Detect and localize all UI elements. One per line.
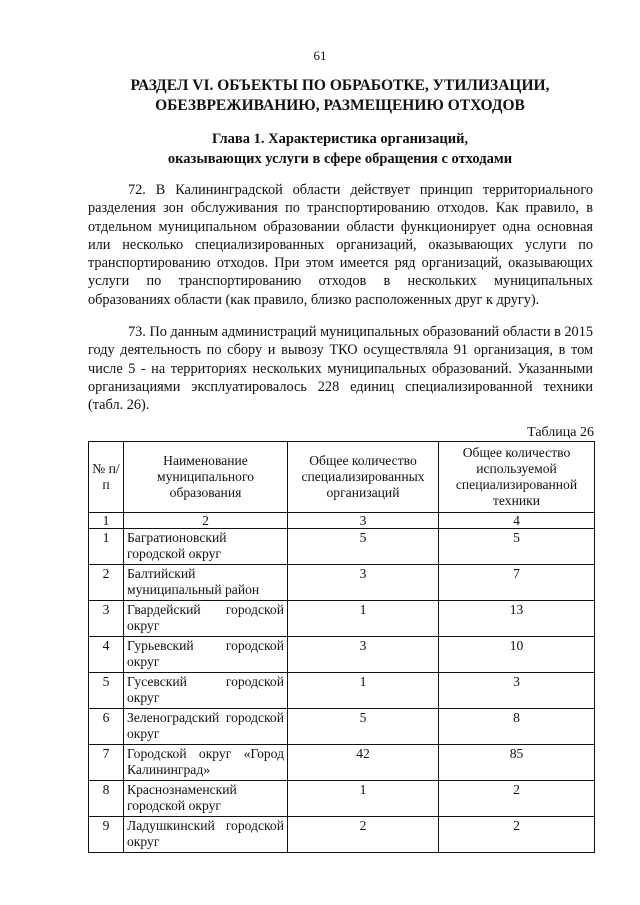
municipality-name: Зеленоградский городской округ bbox=[124, 709, 288, 745]
organizations-count: 1 bbox=[288, 781, 439, 817]
organizations-count: 3 bbox=[288, 565, 439, 601]
column-number: 1 bbox=[89, 513, 124, 529]
paragraph-72: 72. В Калининградской области действует принцип территориального разделения зон обслуживания по транспортированию отходов. Как правило, в отдельном муниципальном образовании области функционирует одна основная или несколько специализированных организаций, оказывающих услуги по транспортированию отходов. При этом имеется ряд организаций, оказывающих услуги по транспортированию отходов в нескольких муниципальных образованиях области (как правило, близко расположенных друг к другу). bbox=[88, 182, 593, 308]
row-number: 2 bbox=[89, 565, 124, 601]
header-orgs: Общее количество специализированных организаций bbox=[288, 442, 439, 513]
row-number: 1 bbox=[89, 529, 124, 565]
row-number: 6 bbox=[89, 709, 124, 745]
waste-organizations-table bbox=[88, 441, 595, 853]
table-body bbox=[89, 513, 595, 853]
paragraph-73: 73. По данным администраций муниципальных образований области в 2015 году деятельность по сбору и вывозу ТКО осуществляла 91 организация, в том числе 5 - на территориях нескольких муниципальных образований. Указанными организациями эксплуатировалось 228 единиц специализированной техники (табл. 26). bbox=[88, 324, 593, 414]
municipality-name: Гусевский городской округ bbox=[124, 673, 288, 709]
chapter-title bbox=[60, 129, 620, 169]
row-number: 7 bbox=[89, 745, 124, 781]
table-caption: Таблица 26 bbox=[527, 425, 594, 440]
municipality-name: Гурьевский городской округ bbox=[124, 637, 288, 673]
organizations-count: 1 bbox=[288, 673, 439, 709]
row-number: 3 bbox=[89, 601, 124, 637]
table-row bbox=[89, 673, 595, 709]
municipality-name: Краснознаменский городской округ bbox=[124, 781, 288, 817]
equipment-count: 3 bbox=[439, 673, 595, 709]
equipment-count: 2 bbox=[439, 781, 595, 817]
column-number: 3 bbox=[288, 513, 439, 529]
table-row bbox=[89, 745, 595, 781]
section-title bbox=[60, 76, 620, 116]
page-number: 61 bbox=[313, 48, 327, 63]
equipment-count: 5 bbox=[439, 529, 595, 565]
organizations-count: 5 bbox=[288, 709, 439, 745]
header-equip: Общее количество используемой специализированной техники bbox=[439, 442, 595, 513]
header-num: № п/п bbox=[89, 442, 124, 513]
municipality-name: Городской округ «Город Калининград» bbox=[124, 745, 288, 781]
column-number: 2 bbox=[124, 513, 288, 529]
municipality-name: Ладушкинский городской округ bbox=[124, 817, 288, 853]
table-row bbox=[89, 565, 595, 601]
organizations-count: 42 bbox=[288, 745, 439, 781]
organizations-count: 1 bbox=[288, 601, 439, 637]
header-name: Наименование муниципального образования bbox=[124, 442, 288, 513]
table-header-row bbox=[89, 442, 595, 513]
table-row bbox=[89, 709, 595, 745]
row-number: 8 bbox=[89, 781, 124, 817]
column-number-row bbox=[89, 513, 595, 529]
chapter-title-line-2: оказывающих услуги в сфере обращения с отходами bbox=[167, 151, 513, 167]
organizations-count: 5 bbox=[288, 529, 439, 565]
municipality-name: Балтийский муниципальный район bbox=[124, 565, 288, 601]
organizations-count: 2 bbox=[288, 817, 439, 853]
table-row bbox=[89, 601, 595, 637]
table-row bbox=[89, 817, 595, 853]
municipality-name: Гвардейский городской округ bbox=[124, 601, 288, 637]
chapter-title-line-1: Глава 1. Характеристика организаций, bbox=[211, 131, 469, 147]
table-row bbox=[89, 529, 595, 565]
municipality-name: Багратионовский городской округ bbox=[124, 529, 288, 565]
equipment-count: 2 bbox=[439, 817, 595, 853]
section-title-line-2: ОБЕЗВРЕЖИВАНИЮ, РАЗМЕЩЕНИЮ ОТХОДОВ bbox=[155, 97, 525, 114]
equipment-count: 10 bbox=[439, 637, 595, 673]
table-row bbox=[89, 781, 595, 817]
column-number: 4 bbox=[439, 513, 595, 529]
table-row bbox=[89, 637, 595, 673]
row-number: 5 bbox=[89, 673, 124, 709]
row-number: 9 bbox=[89, 817, 124, 853]
equipment-count: 7 bbox=[439, 565, 595, 601]
section-title-line-1: РАЗДЕЛ VI. ОБЪЕКТЫ ПО ОБРАБОТКЕ, УТИЛИЗАЦИИ, bbox=[130, 77, 550, 94]
organizations-count: 3 bbox=[288, 637, 439, 673]
equipment-count: 13 bbox=[439, 601, 595, 637]
equipment-count: 85 bbox=[439, 745, 595, 781]
equipment-count: 8 bbox=[439, 709, 595, 745]
row-number: 4 bbox=[89, 637, 124, 673]
